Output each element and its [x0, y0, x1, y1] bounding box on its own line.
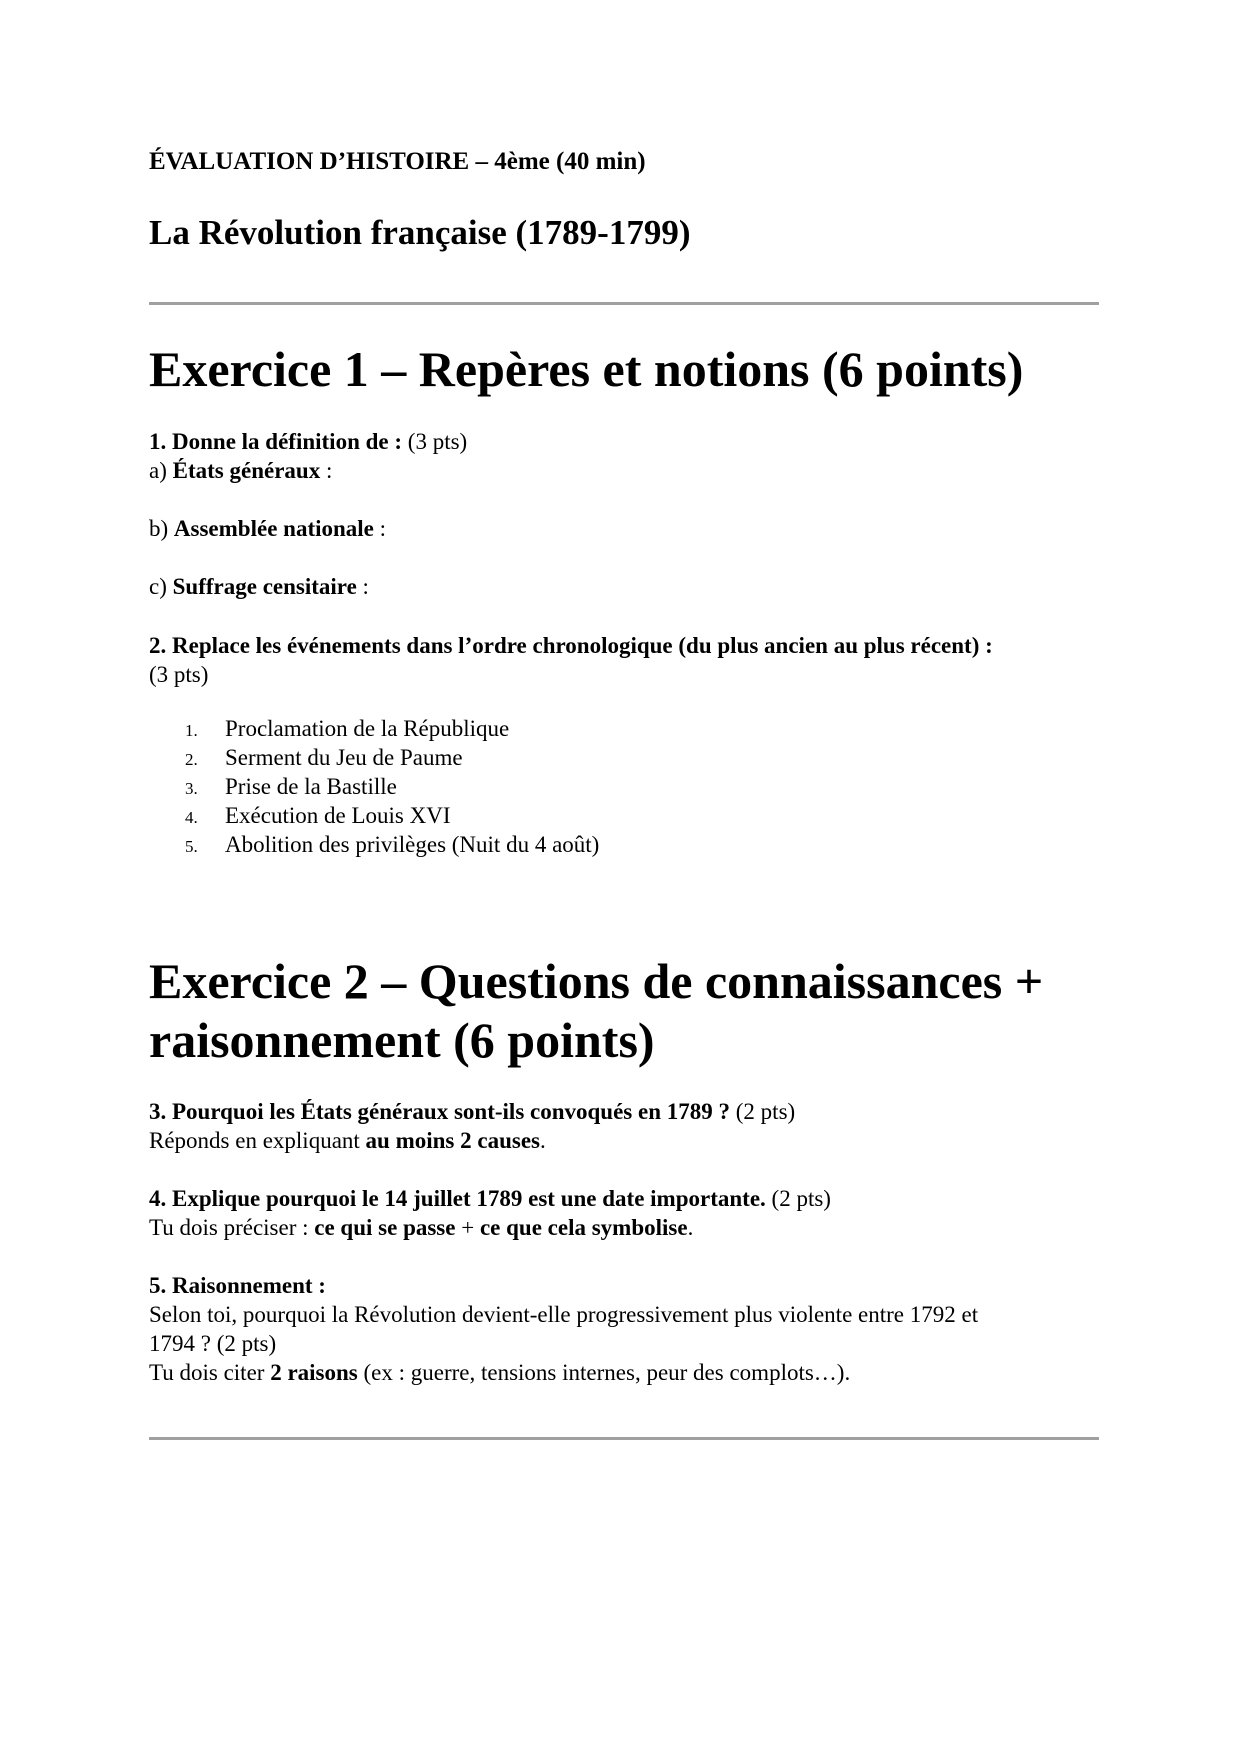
instruction-text: +	[455, 1215, 480, 1240]
question-5-line-2: Selon toi, pourquoi la Révolution devient-elle progressivement plus violente entre 1792 et	[149, 1302, 979, 1327]
instruction-emphasis: au moins 2 causes	[365, 1128, 540, 1153]
question-4-points: (2 pts)	[765, 1186, 831, 1211]
list-item-text: Proclamation de la République	[225, 716, 510, 741]
list-item-text: Abolition des privilèges (Nuit du 4 août)	[225, 832, 600, 857]
list-item-number: 2.	[185, 750, 198, 769]
definition-item-b	[149, 514, 386, 543]
exam-subtitle: La Révolution française (1789-1799)	[149, 213, 691, 252]
exam-title: ÉVALUATION D’HISTOIRE – 4ème (40 min)	[149, 148, 646, 175]
list-item-text: Serment du Jeu de Paume	[225, 745, 463, 770]
instruction-text: Réponds en expliquant	[149, 1128, 366, 1153]
instruction-text: .	[540, 1128, 546, 1153]
question-5-prompt: 5. Raisonnement :	[149, 1273, 326, 1298]
instruction-text: .	[687, 1215, 694, 1240]
question-3	[149, 1097, 795, 1126]
instruction-emphasis: ce que cela symbolise	[479, 1215, 688, 1240]
instruction-emphasis: ce qui se passe	[314, 1215, 456, 1240]
definition-term: États généraux	[172, 458, 321, 483]
definition-letter: a)	[149, 458, 173, 483]
definition-colon: :	[356, 574, 369, 599]
list-item-number: 1.	[185, 721, 198, 740]
definition-letter: b)	[149, 516, 174, 541]
definition-item-a	[149, 456, 332, 485]
definition-colon: :	[320, 458, 333, 483]
list-item-number: 5.	[185, 837, 198, 856]
definition-term: Assemblée nationale	[173, 516, 374, 541]
list-item-text: Exécution de Louis XVI	[225, 803, 451, 828]
list-item-text: Prise de la Bastille	[225, 774, 397, 799]
definition-colon: :	[373, 516, 387, 541]
list-item	[185, 714, 599, 743]
question-3-prompt: 3. Pourquoi les États généraux sont-ils convoqués en 1789 ?	[149, 1099, 731, 1124]
list-item	[185, 772, 599, 801]
question-5-line-3: 1794 ? (2 pts)	[149, 1331, 277, 1356]
definition-term: Suffrage censitaire	[172, 574, 357, 599]
list-item-number: 4.	[185, 808, 198, 827]
list-item-number: 3.	[185, 779, 198, 798]
list-item	[185, 830, 599, 859]
question-3-instruction	[149, 1126, 546, 1155]
question-2-points: (3 pts)	[149, 662, 209, 687]
question-1-points: (3 pts)	[402, 429, 468, 454]
divider-bottom	[149, 1437, 1099, 1440]
instruction-text: (ex : guerre, tensions internes, peur des complots…).	[357, 1360, 851, 1385]
question-1	[149, 427, 467, 456]
question-4-instruction	[149, 1213, 693, 1242]
instruction-text: Tu dois préciser :	[149, 1215, 315, 1240]
events-list	[185, 714, 599, 859]
definition-letter: c)	[149, 574, 173, 599]
question-3-points: (2 pts)	[730, 1099, 796, 1124]
question-2-prompt: 2. Replace les événements dans l’ordre chronologique (du plus ancien au plus récent) :	[149, 633, 993, 658]
question-4	[149, 1184, 831, 1213]
exercise-2-title-line-1: Exercice 2 – Questions de connaissances +	[149, 953, 1044, 1009]
question-5-instruction	[149, 1358, 850, 1387]
divider-top	[149, 302, 1099, 305]
definition-item-c	[149, 572, 369, 601]
instruction-emphasis: 2 raisons	[270, 1360, 358, 1385]
question-1-prompt: 1. Donne la définition de :	[149, 429, 403, 454]
question-4-prompt: 4. Explique pourquoi le 14 juillet 1789 est une date importante.	[149, 1186, 766, 1211]
exercise-1-title: Exercice 1 – Repères et notions (6 points)	[149, 341, 1024, 397]
exercise-2-title-line-2: raisonnement (6 points)	[149, 1012, 655, 1068]
list-item	[185, 801, 599, 830]
instruction-text: Tu dois citer	[149, 1360, 271, 1385]
list-item	[185, 743, 599, 772]
